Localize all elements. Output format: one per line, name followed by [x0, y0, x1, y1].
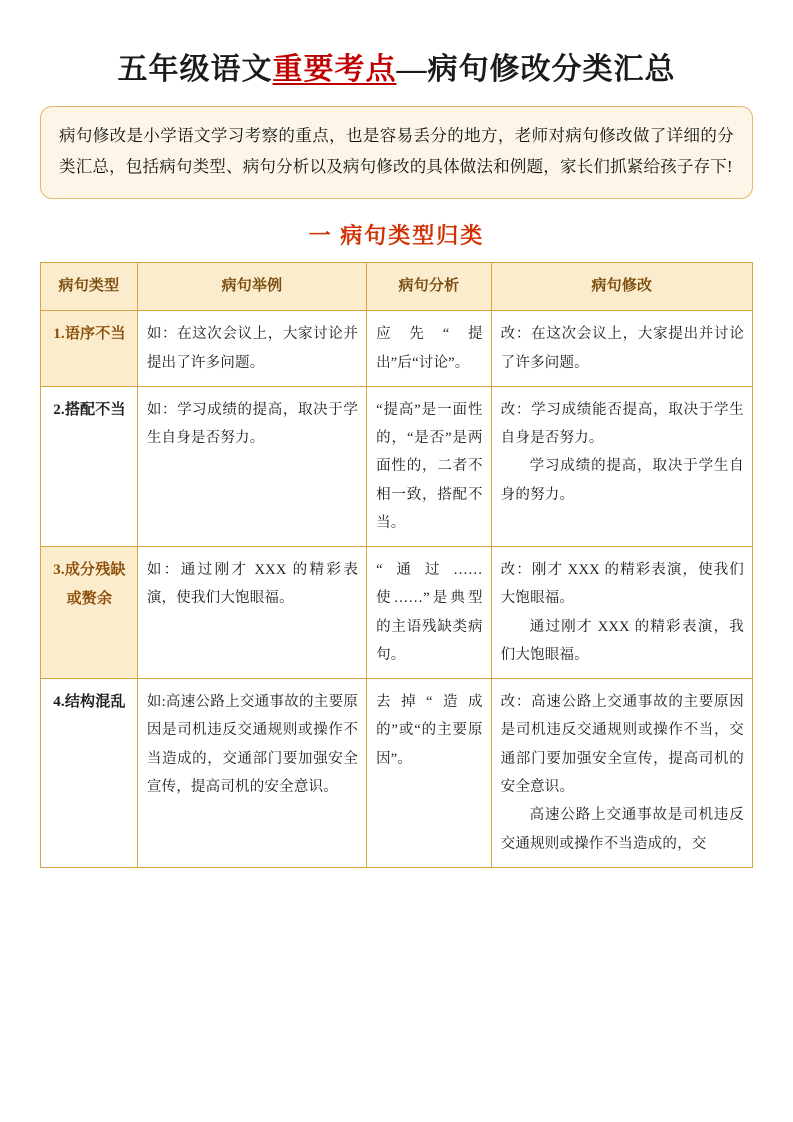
cell-analysis — [367, 679, 492, 868]
cell-example — [137, 311, 366, 387]
cell-analysis-paragraph: “通过……使……”是典型的主语残缺类病句。 — [376, 562, 483, 663]
cell-error-type: 4.结构混乱 — [41, 679, 138, 868]
cell-error-type: 3.成分残缺或赘余 — [41, 547, 138, 679]
cell-example-paragraph: 如：学习成绩的提高，取决于学生自身是否努力。 — [146, 401, 359, 447]
cell-correction — [491, 679, 752, 868]
cell-analysis — [367, 311, 492, 387]
title-highlight: 重要考点 — [272, 53, 397, 86]
cell-correction — [491, 547, 752, 679]
intro-box: 病句修改是小学语文学习考察的重点，也是容易丢分的地方，老师对病句修改做了详细的分类汇总，包括病句类型、病句分析以及病句修改的具体做法和例题，家长们抓紧给孩子存下! — [40, 106, 753, 199]
cell-example-paragraph: 如：在这次会议上，大家讨论并提出了许多问题。 — [146, 326, 359, 371]
cell-analysis — [367, 547, 492, 679]
page-title — [40, 44, 753, 88]
table-body — [41, 311, 753, 868]
title-part-1: 五年级语文 — [117, 53, 273, 86]
column-header-example: 病句举例 — [137, 263, 366, 311]
table-header — [41, 263, 753, 311]
cell-analysis — [367, 386, 492, 546]
cell-correction-paragraph: 通过刚才 XXX 的精彩表演，我们大饱眼福。 — [500, 618, 744, 663]
cell-correction-paragraph: 改：在这次会议上，大家提出并讨论了许多问题。 — [500, 326, 744, 371]
title-part-2: —病句修改分类汇总 — [396, 53, 676, 86]
table-row — [41, 547, 753, 679]
cell-correction-paragraph: 改：学习成绩能否提高，取决于学生自身是否努力。 — [500, 401, 744, 447]
cell-analysis-paragraph: 应先“提出”后“讨论”。 — [376, 326, 483, 371]
table-row — [41, 311, 753, 387]
column-header-type: 病句类型 — [41, 263, 138, 311]
cell-error-type: 2.搭配不当 — [41, 386, 138, 546]
cell-correction-paragraph: 改：刚才 XXX 的精彩表演，使我们大饱眼福。 — [500, 562, 744, 607]
cell-example — [137, 386, 366, 546]
cell-analysis-paragraph: 去掉“造成的”或“的主要原因”。 — [376, 694, 483, 767]
cell-correction — [491, 311, 752, 387]
table-header-row — [41, 263, 753, 311]
cell-correction-paragraph: 改：高速公路上交通事故的主要原因是司机违反交通规则或操作不当，交通部门要加强安全宣传，提高司机的安全意识。 — [500, 694, 744, 795]
cell-correction-paragraph: 学习成绩的提高，取决于学生自身的努力。 — [500, 458, 744, 503]
column-header-correction: 病句修改 — [491, 263, 752, 311]
cell-example — [137, 679, 366, 868]
cell-example-paragraph: 如:高速公路上交通事故的主要原因是司机违反交通规则或操作不当造成的，交通部门要加强安全宣传，提高司机的安全意识。 — [146, 694, 359, 795]
cell-error-type: 1.语序不当 — [41, 311, 138, 387]
sentence-error-table — [40, 262, 753, 868]
table-row — [41, 679, 753, 868]
section-heading: 一 病句类型归类 — [308, 223, 485, 249]
cell-example-paragraph: 如：通过刚才 XXX 的精彩表演，使我们大饱眼福。 — [146, 562, 359, 607]
cell-correction — [491, 386, 752, 546]
cell-analysis-paragraph: “提高”是一面性的，“是否”是两面性的，二者不相一致，搭配不当。 — [376, 401, 483, 531]
cell-correction-paragraph: 高速公路上交通事故是司机违反交通规则或操作不当造成的，交 — [500, 807, 744, 852]
column-header-analysis: 病句分析 — [367, 263, 492, 311]
table-row — [41, 386, 753, 546]
cell-example — [137, 547, 366, 679]
